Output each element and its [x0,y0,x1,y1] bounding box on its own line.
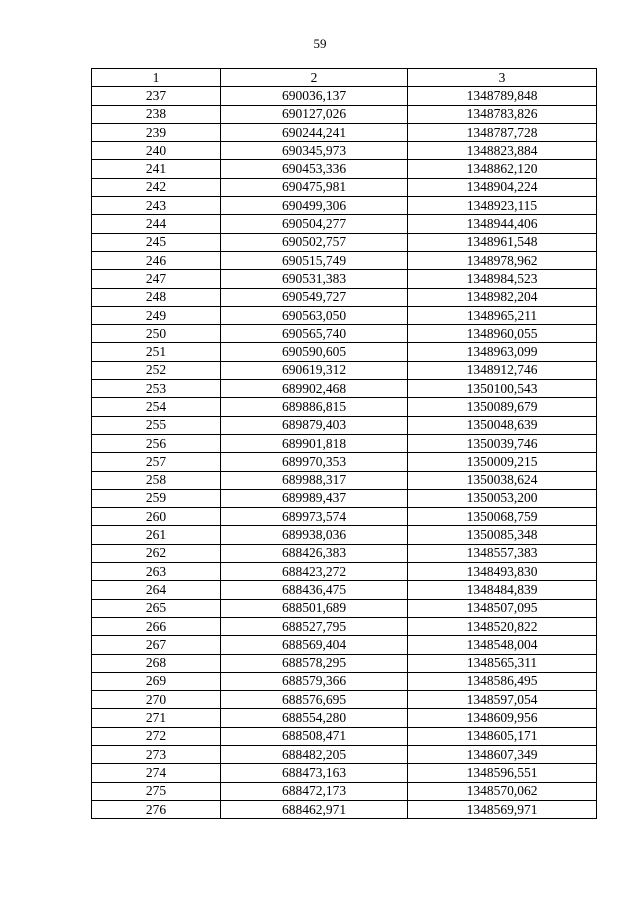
table-row [92,142,597,160]
table-row [92,764,597,782]
point-number-cell: 276 [92,800,221,818]
table-row [92,361,597,379]
x-coordinate-cell: 688578,295 [221,654,408,672]
table-row [92,636,597,654]
point-number-cell: 263 [92,563,221,581]
y-coordinate-cell: 1348862,120 [408,160,597,178]
x-coordinate-cell: 690619,312 [221,361,408,379]
x-coordinate-cell: 690563,050 [221,306,408,324]
point-number-cell: 244 [92,215,221,233]
y-coordinate-cell: 1348789,848 [408,87,597,105]
y-coordinate-cell: 1350048,639 [408,416,597,434]
y-coordinate-cell: 1348978,962 [408,251,597,269]
table-row [92,617,597,635]
point-number-cell: 241 [92,160,221,178]
y-coordinate-cell: 1350009,215 [408,453,597,471]
x-coordinate-cell: 688527,795 [221,617,408,635]
y-coordinate-cell: 1350085,348 [408,526,597,544]
table-row [92,325,597,343]
table-row [92,745,597,763]
y-coordinate-cell: 1350068,759 [408,508,597,526]
x-coordinate-cell: 690515,749 [221,251,408,269]
table-header-row [92,69,597,87]
table-row [92,581,597,599]
table-row [92,306,597,324]
table-row [92,416,597,434]
y-coordinate-cell: 1348904,224 [408,178,597,196]
point-number-cell: 268 [92,654,221,672]
table-row [92,563,597,581]
x-coordinate-cell: 689989,437 [221,489,408,507]
y-coordinate-cell: 1348565,311 [408,654,597,672]
y-coordinate-cell: 1348984,523 [408,270,597,288]
table-row [92,453,597,471]
column-header-3: 3 [408,69,597,87]
x-coordinate-cell: 688579,366 [221,672,408,690]
table-row [92,434,597,452]
table-row [92,270,597,288]
table-row [92,105,597,123]
y-coordinate-cell: 1348557,383 [408,544,597,562]
y-coordinate-cell: 1350039,746 [408,434,597,452]
table-row [92,123,597,141]
y-coordinate-cell: 1348912,746 [408,361,597,379]
point-number-cell: 254 [92,398,221,416]
point-number-cell: 245 [92,233,221,251]
point-number-cell: 270 [92,691,221,709]
y-coordinate-cell: 1348569,971 [408,800,597,818]
y-coordinate-cell: 1348597,054 [408,691,597,709]
x-coordinate-cell: 689901,818 [221,434,408,452]
point-number-cell: 255 [92,416,221,434]
point-number-cell: 271 [92,709,221,727]
point-number-cell: 250 [92,325,221,343]
point-number-cell: 262 [92,544,221,562]
y-coordinate-cell: 1350038,624 [408,471,597,489]
table-row [92,654,597,672]
y-coordinate-cell: 1348963,099 [408,343,597,361]
table-row [92,380,597,398]
y-coordinate-cell: 1350100,543 [408,380,597,398]
x-coordinate-cell: 688482,205 [221,745,408,763]
y-coordinate-cell: 1348609,956 [408,709,597,727]
point-number-cell: 251 [92,343,221,361]
point-number-cell: 238 [92,105,221,123]
y-coordinate-cell: 1348944,406 [408,215,597,233]
point-number-cell: 249 [92,306,221,324]
y-coordinate-cell: 1348965,211 [408,306,597,324]
table-row [92,178,597,196]
point-number-cell: 264 [92,581,221,599]
x-coordinate-cell: 689938,036 [221,526,408,544]
x-coordinate-cell: 688569,404 [221,636,408,654]
x-coordinate-cell: 688576,695 [221,691,408,709]
coordinates-table [91,68,597,819]
y-coordinate-cell: 1348923,115 [408,197,597,215]
table-row [92,672,597,690]
y-coordinate-cell: 1348586,495 [408,672,597,690]
column-header-1: 1 [92,69,221,87]
y-coordinate-cell: 1348520,822 [408,617,597,635]
x-coordinate-cell: 690345,973 [221,142,408,160]
y-coordinate-cell: 1348787,728 [408,123,597,141]
point-number-cell: 240 [92,142,221,160]
table-row [92,800,597,818]
x-coordinate-cell: 690036,137 [221,87,408,105]
point-number-cell: 267 [92,636,221,654]
x-coordinate-cell: 690565,740 [221,325,408,343]
y-coordinate-cell: 1348484,839 [408,581,597,599]
point-number-cell: 253 [92,380,221,398]
x-coordinate-cell: 690531,383 [221,270,408,288]
point-number-cell: 274 [92,764,221,782]
x-coordinate-cell: 689973,574 [221,508,408,526]
table-row [92,288,597,306]
y-coordinate-cell: 1348507,095 [408,599,597,617]
table-row [92,471,597,489]
x-coordinate-cell: 688462,971 [221,800,408,818]
y-coordinate-cell: 1348548,004 [408,636,597,654]
x-coordinate-cell: 688501,689 [221,599,408,617]
point-number-cell: 257 [92,453,221,471]
table-row [92,508,597,526]
x-coordinate-cell: 690453,336 [221,160,408,178]
table-row [92,544,597,562]
table-row [92,343,597,361]
x-coordinate-cell: 690590,605 [221,343,408,361]
column-header-2: 2 [221,69,408,87]
y-coordinate-cell: 1348570,062 [408,782,597,800]
x-coordinate-cell: 688472,173 [221,782,408,800]
x-coordinate-cell: 690504,277 [221,215,408,233]
x-coordinate-cell: 689879,403 [221,416,408,434]
y-coordinate-cell: 1348607,349 [408,745,597,763]
page-number: 59 [313,36,327,51]
table-row [92,782,597,800]
point-number-cell: 261 [92,526,221,544]
point-number-cell: 237 [92,87,221,105]
table-row [92,87,597,105]
y-coordinate-cell: 1348982,204 [408,288,597,306]
point-number-cell: 252 [92,361,221,379]
y-coordinate-cell: 1348961,548 [408,233,597,251]
table-row [92,251,597,269]
x-coordinate-cell: 689970,353 [221,453,408,471]
x-coordinate-cell: 690502,757 [221,233,408,251]
x-coordinate-cell: 689886,815 [221,398,408,416]
point-number-cell: 247 [92,270,221,288]
x-coordinate-cell: 689902,468 [221,380,408,398]
x-coordinate-cell: 688423,272 [221,563,408,581]
y-coordinate-cell: 1350089,679 [408,398,597,416]
table-row [92,599,597,617]
y-coordinate-cell: 1348605,171 [408,727,597,745]
x-coordinate-cell: 690499,306 [221,197,408,215]
table-row [92,215,597,233]
point-number-cell: 242 [92,178,221,196]
point-number-cell: 258 [92,471,221,489]
y-coordinate-cell: 1348823,884 [408,142,597,160]
y-coordinate-cell: 1348783,826 [408,105,597,123]
y-coordinate-cell: 1348493,830 [408,563,597,581]
x-coordinate-cell: 688436,475 [221,581,408,599]
table-row [92,489,597,507]
x-coordinate-cell: 688426,383 [221,544,408,562]
table-row [92,709,597,727]
point-number-cell: 273 [92,745,221,763]
table-row [92,398,597,416]
x-coordinate-cell: 688508,471 [221,727,408,745]
y-coordinate-cell: 1348596,551 [408,764,597,782]
point-number-cell: 265 [92,599,221,617]
x-coordinate-cell: 690475,981 [221,178,408,196]
table-row [92,197,597,215]
x-coordinate-cell: 688554,280 [221,709,408,727]
table-body [92,87,597,819]
x-coordinate-cell: 690549,727 [221,288,408,306]
table-row [92,691,597,709]
point-number-cell: 239 [92,123,221,141]
y-coordinate-cell: 1350053,200 [408,489,597,507]
point-number-cell: 248 [92,288,221,306]
point-number-cell: 256 [92,434,221,452]
x-coordinate-cell: 690127,026 [221,105,408,123]
x-coordinate-cell: 690244,241 [221,123,408,141]
point-number-cell: 260 [92,508,221,526]
x-coordinate-cell: 689988,317 [221,471,408,489]
point-number-cell: 272 [92,727,221,745]
point-number-cell: 266 [92,617,221,635]
x-coordinate-cell: 688473,163 [221,764,408,782]
table-row [92,160,597,178]
table-row [92,727,597,745]
table-row [92,526,597,544]
point-number-cell: 259 [92,489,221,507]
point-number-cell: 269 [92,672,221,690]
y-coordinate-cell: 1348960,055 [408,325,597,343]
point-number-cell: 246 [92,251,221,269]
table-row [92,233,597,251]
point-number-cell: 243 [92,197,221,215]
point-number-cell: 275 [92,782,221,800]
